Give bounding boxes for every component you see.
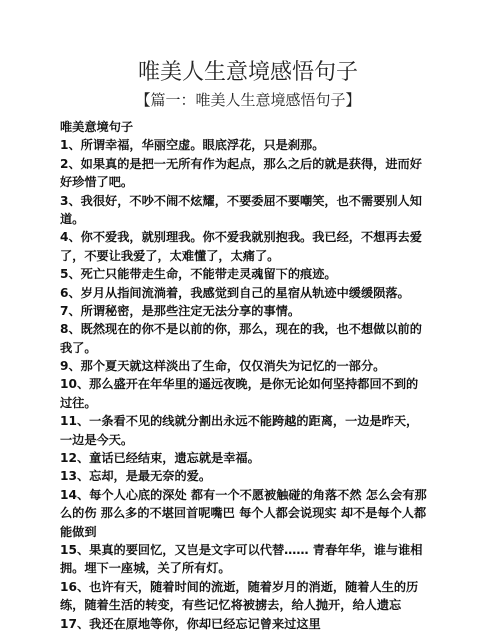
text-line: 10、那么盛开在年华里的遥远夜晚，是你无论如何坚持都回不到的	[60, 377, 419, 392]
text-line: 14、每个人心底的深处 都有一个不愿被触碰的角落不然 怎么会有那	[60, 487, 427, 502]
text-line: 么的伤 那么多的不堪回首呢嘴巴 每个人都会说现实 却不是每个人都	[60, 506, 427, 521]
text-line: 我了。	[60, 340, 97, 355]
text-line: 11、一条看不见的线就分割出永远不能跨越的距离，一边是昨天，	[60, 414, 419, 429]
text-line: 能做到	[60, 524, 97, 539]
text-line: 8、既然现在的你不是以前的你，那么，现在的我，也不想做以前的	[60, 322, 422, 337]
text-line: 道。	[60, 211, 85, 226]
text-line: 一边是今天。	[60, 432, 134, 447]
text-line: 好珍惜了吧。	[60, 175, 134, 190]
text-line: 15、果真的要回忆，又岂是文字可以代替…… 青春年华，谁与谁相	[60, 542, 423, 557]
text-line: 练，随着生活的转变，有些记忆将被掳去，给人抛开，给人遗忘	[60, 598, 402, 613]
text-line: 3、我很好，不吵不闹不炫耀，不要委屈不要嘲笑，也不需要别人知	[60, 193, 422, 208]
text-line: 2、如果真的是把一无所有作为起点，那么之后的就是获得，进而好	[60, 156, 422, 171]
text-line: 过往。	[60, 395, 97, 410]
text-line: 6、岁月从指间流淌着，我感觉到自己的星宿从轨迹中缓缓陨落。	[60, 285, 410, 300]
section-heading: 唯美意境句子	[60, 120, 134, 134]
document-body	[60, 118, 446, 633]
text-line: 4、你不爱我，就别理我。你不爱我就别抱我。我已经，不想再去爱	[60, 230, 422, 245]
text-line: 17、我还在原地等你，你却已经忘记曾来过这里	[60, 616, 321, 631]
text-line: 了，不要让我爱了，太难懂了，太痛了。	[60, 248, 280, 263]
text-line: 13、忘却，是最无奈的爱。	[60, 469, 212, 484]
document-title: 唯美人生意境感悟句子	[137, 60, 358, 85]
text-line: 7、所谓秘密，是那些注定无法分享的事情。	[60, 303, 301, 318]
text-line: 1、所谓幸福，华丽空虚。眼底浮花，只是刹那。	[60, 138, 325, 153]
text-line: 16、也许有天，随着时间的流逝，随着岁月的消逝，随着人生的历	[60, 579, 419, 594]
text-line: 12、童话已经结束，遗忘就是幸福。	[60, 451, 260, 466]
text-line: 9、那个夏天就这样淡出了生命，仅仅消失为记忆的一部分。	[60, 359, 386, 374]
text-line: 拥。埋下一座城，关了所有灯。	[60, 561, 231, 576]
text-line: 5、死亡只能带走生命，不能带走灵魂留下的痕迹。	[60, 267, 337, 282]
document-subtitle: 【篇一：唯美人生意境感悟句子】	[135, 91, 361, 109]
